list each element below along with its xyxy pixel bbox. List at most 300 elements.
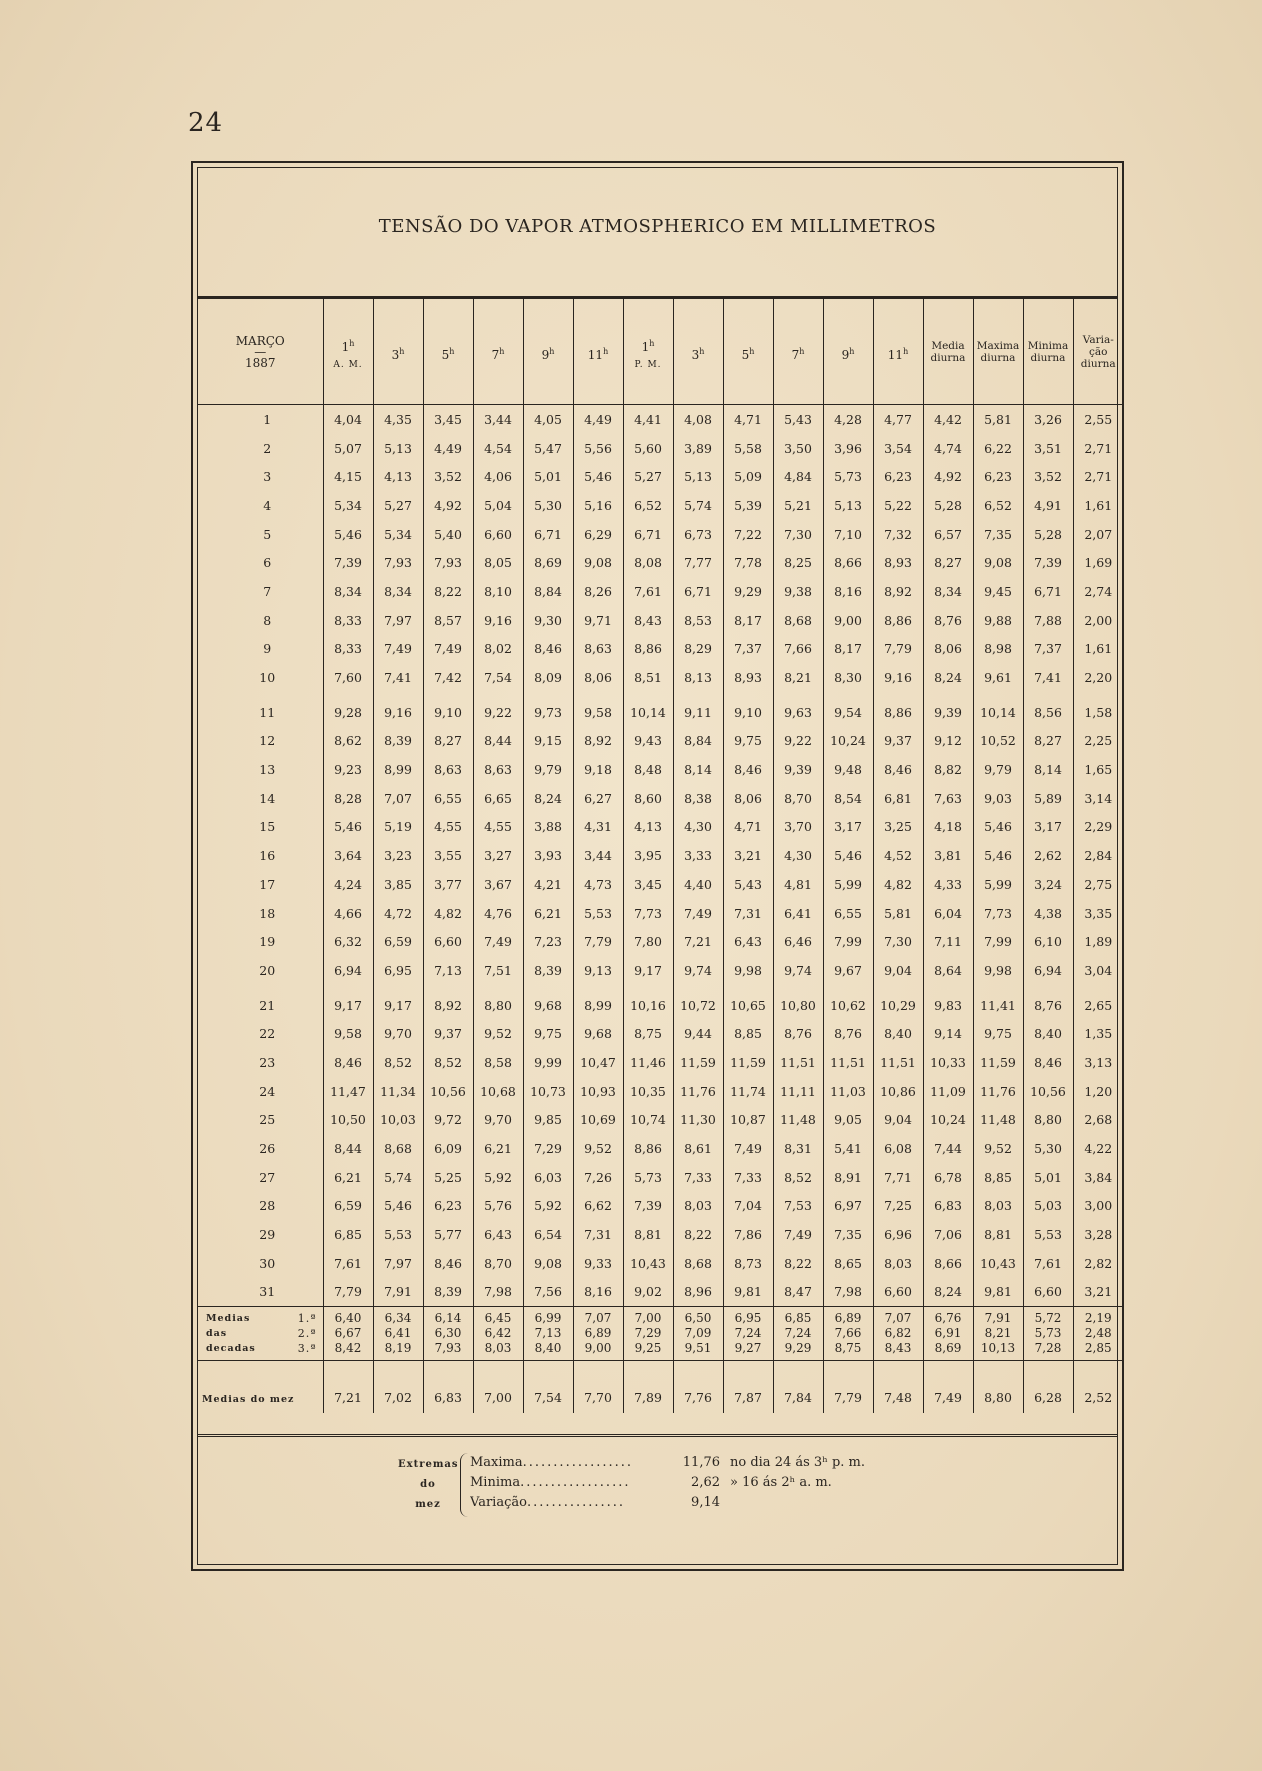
hour-label <box>324 339 373 354</box>
decade-ordinal: 1.ª <box>297 1312 317 1326</box>
value-cell: 2,68 <box>1084 1112 1113 1128</box>
table-row <box>198 870 1123 899</box>
value-cell: 9,63 <box>773 698 823 727</box>
hour-header <box>323 299 373 405</box>
table-row <box>198 991 1123 1020</box>
hour-label <box>574 347 623 362</box>
value-cell: 8,46 <box>873 755 923 784</box>
year: 1887 <box>244 355 276 370</box>
table-row <box>198 1106 1123 1135</box>
hour-suffix: h <box>449 347 455 356</box>
value-cell: 6,21 <box>323 1163 373 1192</box>
value-cell: 10,24 <box>823 727 873 756</box>
value-cell: 4,04 <box>323 405 373 434</box>
value-cell: 5,19 <box>373 813 423 842</box>
value-cell: 8,76 <box>1023 991 1073 1020</box>
value-cell: 3,85 <box>373 870 423 899</box>
month-mean-value: 7,89 <box>623 1361 673 1414</box>
decade-means-cell <box>323 1307 373 1361</box>
value-cell: 6,95 <box>373 956 423 985</box>
value-cell: 6,41 <box>773 899 823 928</box>
value-cell: 4,49 <box>423 434 473 463</box>
hour-label <box>524 347 573 362</box>
value-cell: 9,00 <box>823 606 873 635</box>
value-cell: 5,73 <box>823 462 873 491</box>
value-cell: 8,27 <box>923 548 973 577</box>
value-cell: 7,79 <box>873 635 923 664</box>
value-cell: 10,87 <box>723 1106 773 1135</box>
value-cell: 10,56 <box>423 1077 473 1106</box>
value-cell: 8,46 <box>723 755 773 784</box>
value-cell: 10,69 <box>573 1106 623 1135</box>
stat-header <box>923 299 973 405</box>
day-cell: 23 <box>198 1048 323 1077</box>
decade-mean-value: 2,19 <box>1084 1311 1112 1326</box>
value-cell: 10,62 <box>823 991 873 1020</box>
value-cell: 7,31 <box>573 1220 623 1249</box>
value-cell: 9,05 <box>823 1106 873 1135</box>
hour-suffix: h <box>499 347 505 356</box>
value-cell: 8,13 <box>673 663 723 692</box>
value-cell: 6,43 <box>723 927 773 956</box>
value-cell: 8,02 <box>473 635 523 664</box>
value-cell: 9,58 <box>573 698 623 727</box>
value-cell: 9,81 <box>723 1278 773 1307</box>
value-cell: 2,07 <box>1084 526 1113 542</box>
value-cell: 6,62 <box>573 1192 623 1221</box>
value-cell: 9,22 <box>473 698 523 727</box>
value-cell: 4,15 <box>323 462 373 491</box>
value-cell: 9,75 <box>523 1019 573 1048</box>
value-cell: 7,32 <box>873 520 923 549</box>
value-cell: 7,49 <box>773 1220 823 1249</box>
table-body <box>198 405 1123 1414</box>
hour-number: 7 <box>791 348 800 362</box>
table-row <box>198 899 1123 928</box>
value-cell: 8,63 <box>473 755 523 784</box>
decade-mean-value: 6,50 <box>684 1311 712 1326</box>
table-row <box>198 491 1123 520</box>
value-cell: 8,48 <box>623 755 673 784</box>
value-cell: 5,40 <box>423 520 473 549</box>
value-cell: 8,63 <box>423 755 473 784</box>
hour-header <box>873 299 923 405</box>
value-cell: 5,73 <box>623 1163 673 1192</box>
hour-suffix: h <box>699 347 705 356</box>
value-cell: 5,16 <box>573 491 623 520</box>
month-dash: — <box>254 344 267 359</box>
value-cell: 10,14 <box>623 698 673 727</box>
value-cell: 7,13 <box>423 956 473 985</box>
value-cell: 1,61 <box>1084 641 1113 657</box>
value-cell: 8,86 <box>873 698 923 727</box>
value-cell: 9,02 <box>623 1278 673 1307</box>
value-cell: 6,54 <box>523 1220 573 1249</box>
value-cell: 10,80 <box>773 991 823 1020</box>
value-cell: 8,92 <box>873 577 923 606</box>
hour-label <box>424 347 473 362</box>
value-cell: 8,80 <box>1023 1106 1073 1135</box>
value-cell: 8,62 <box>323 727 373 756</box>
value-cell: 4,30 <box>673 813 723 842</box>
value-cell: 8,92 <box>573 727 623 756</box>
value-cell: 6,09 <box>423 1134 473 1163</box>
value-cell: 6,23 <box>423 1192 473 1221</box>
value-cell: 5,46 <box>323 520 373 549</box>
value-cell: 8,06 <box>723 784 773 813</box>
day-cell: 18 <box>198 899 323 928</box>
value-cell: 11,51 <box>873 1048 923 1077</box>
month-means-label: Medias do mez <box>198 1361 323 1414</box>
value-cell: 9,75 <box>723 727 773 756</box>
decade-mean-value: 5,73 <box>1034 1326 1062 1341</box>
value-cell: 8,76 <box>923 606 973 635</box>
value-cell: 7,35 <box>973 520 1023 549</box>
leader-dots: ................ <box>526 1495 626 1510</box>
value-cell: 11,51 <box>773 1048 823 1077</box>
value-cell: 8,76 <box>773 1019 823 1048</box>
value-cell: 4,72 <box>373 899 423 928</box>
value-cell: 8,66 <box>923 1249 973 1278</box>
data-table <box>198 299 1123 1413</box>
extremes-label-line: mez <box>415 1499 441 1510</box>
value-cell: 9,52 <box>973 1134 1023 1163</box>
month-mean-value: 7,02 <box>373 1361 423 1414</box>
decade-mean-value: 9,29 <box>784 1341 812 1356</box>
value-cell: 9,08 <box>573 548 623 577</box>
value-cell: 3,45 <box>623 870 673 899</box>
value-cell: 8,40 <box>873 1019 923 1048</box>
value-cell: 6,23 <box>873 462 923 491</box>
value-cell: 8,64 <box>923 956 973 985</box>
decade-mean-value: 6,76 <box>934 1311 962 1326</box>
value-cell: 6,10 <box>1023 927 1073 956</box>
value-cell: 7,30 <box>873 927 923 956</box>
value-cell: 4,21 <box>523 870 573 899</box>
extreme-value: 11,76 <box>682 1455 720 1470</box>
value-cell: 4,33 <box>923 870 973 899</box>
value-cell: 8,69 <box>523 548 573 577</box>
value-cell: 6,22 <box>973 434 1023 463</box>
day-cell: 19 <box>198 927 323 956</box>
value-cell: 8,31 <box>773 1134 823 1163</box>
value-cell: 7,49 <box>423 635 473 664</box>
decade-means-label <box>198 1307 323 1361</box>
value-cell: 7,53 <box>773 1192 823 1221</box>
hour-number: 1 <box>641 340 650 354</box>
value-cell: 10,47 <box>573 1048 623 1077</box>
hour-number: 9 <box>841 348 850 362</box>
value-cell: 3,70 <box>773 813 823 842</box>
value-cell: 9,29 <box>723 577 773 606</box>
value-cell: 8,10 <box>473 577 523 606</box>
decade-mean-value: 9,27 <box>734 1341 762 1356</box>
value-cell: 1,35 <box>1084 1026 1113 1042</box>
value-cell: 3,17 <box>1023 813 1073 842</box>
decade-mean-value: 9,51 <box>684 1341 712 1356</box>
value-cell: 5,43 <box>773 405 823 434</box>
value-cell: 7,22 <box>723 520 773 549</box>
value-cell: 9,52 <box>573 1134 623 1163</box>
decade-mean-value: 7,24 <box>784 1326 812 1341</box>
value-cell: 11,41 <box>973 991 1023 1020</box>
value-cell: 4,71 <box>723 813 773 842</box>
month-mean-value: 7,54 <box>523 1361 573 1414</box>
decade-mean-value: 6,42 <box>484 1326 512 1341</box>
hour-header <box>423 299 473 405</box>
value-cell: 11,47 <box>323 1077 373 1106</box>
value-cell: 1,61 <box>1084 497 1113 513</box>
decade-means-cell <box>473 1307 523 1361</box>
value-cell: 3,13 <box>1084 1054 1113 1070</box>
value-cell: 1,65 <box>1084 762 1113 778</box>
hour-number: 9 <box>541 348 550 362</box>
day-cell: 24 <box>198 1077 323 1106</box>
value-cell: 4,05 <box>523 405 573 434</box>
value-cell: 6,83 <box>923 1192 973 1221</box>
hour-header <box>573 299 623 405</box>
value-cell: 7,33 <box>673 1163 723 1192</box>
value-cell: 5,01 <box>1023 1163 1073 1192</box>
decade-mean-value: 2,48 <box>1084 1326 1112 1341</box>
value-cell: 2,75 <box>1084 876 1113 892</box>
hour-number: 5 <box>441 348 450 362</box>
day-cell: 22 <box>198 1019 323 1048</box>
value-cell: 2,71 <box>1084 440 1113 456</box>
value-cell: 7,61 <box>1023 1249 1073 1278</box>
table-row <box>198 1163 1123 1192</box>
value-cell: 8,70 <box>473 1249 523 1278</box>
value-cell: 9,74 <box>773 956 823 985</box>
value-cell: 7,99 <box>823 927 873 956</box>
value-cell: 6,81 <box>873 784 923 813</box>
decade-means-cell <box>1073 1307 1123 1361</box>
value-cell: 8,38 <box>673 784 723 813</box>
value-cell: 8,84 <box>523 577 573 606</box>
hour-suffix: h <box>903 347 909 356</box>
month-mean-value: 7,00 <box>473 1361 523 1414</box>
value-cell: 6,59 <box>323 1192 373 1221</box>
value-cell: 7,37 <box>1023 635 1073 664</box>
value-cell: 6,78 <box>923 1163 973 1192</box>
value-cell: 3,45 <box>423 405 473 434</box>
value-cell: 8,34 <box>923 577 973 606</box>
value-cell: 4,30 <box>773 841 823 870</box>
value-cell: 9,45 <box>973 577 1023 606</box>
value-cell: 6,94 <box>323 956 373 985</box>
value-cell: 8,76 <box>823 1019 873 1048</box>
value-cell: 4,81 <box>773 870 823 899</box>
value-cell: 4,92 <box>423 491 473 520</box>
day-cell: 13 <box>198 755 323 784</box>
value-cell: 8,03 <box>873 1249 923 1278</box>
value-cell: 7,63 <box>923 784 973 813</box>
value-cell: 7,78 <box>723 548 773 577</box>
value-cell: 4,38 <box>1023 899 1073 928</box>
value-cell: 8,56 <box>1023 698 1073 727</box>
value-cell: 10,74 <box>623 1106 673 1135</box>
value-cell: 5,99 <box>823 870 873 899</box>
month-mean-value: 6,83 <box>423 1361 473 1414</box>
value-cell: 5,46 <box>323 813 373 842</box>
decade-means-cell <box>823 1307 873 1361</box>
value-cell: 9,22 <box>773 727 823 756</box>
hour-header <box>623 299 673 405</box>
table-frame-inner <box>197 167 1118 1565</box>
hour-label <box>674 347 723 362</box>
value-cell: 4,22 <box>1084 1141 1113 1157</box>
value-cell: 5,47 <box>523 434 573 463</box>
value-cell: 8,34 <box>373 577 423 606</box>
value-cell: 5,22 <box>873 491 923 520</box>
extreme-var-row <box>470 1493 865 1513</box>
value-cell: 4,92 <box>923 462 973 491</box>
value-cell: 3,25 <box>873 813 923 842</box>
value-cell: 1,89 <box>1084 934 1113 950</box>
month-mean-value: 7,21 <box>323 1361 373 1414</box>
stat-label: Minima diurna <box>1027 339 1069 364</box>
value-cell: 4,71 <box>723 405 773 434</box>
value-cell: 8,68 <box>673 1249 723 1278</box>
value-cell: 5,39 <box>723 491 773 520</box>
value-cell: 9,73 <box>523 698 573 727</box>
value-cell: 3,64 <box>323 841 373 870</box>
value-cell: 8,57 <box>423 606 473 635</box>
value-cell: 9,18 <box>573 755 623 784</box>
value-cell: 8,44 <box>473 727 523 756</box>
stat-header <box>973 299 1023 405</box>
decade-mean-value: 6,99 <box>534 1311 562 1326</box>
value-cell: 6,27 <box>573 784 623 813</box>
value-cell: 4,13 <box>623 813 673 842</box>
extreme-value: 2,62 <box>691 1475 720 1490</box>
decade-mean-value: 5,72 <box>1034 1311 1062 1326</box>
value-cell: 9,33 <box>573 1249 623 1278</box>
value-cell: 4,73 <box>573 870 623 899</box>
value-cell: 3,27 <box>473 841 523 870</box>
decade-mean-value: 7,07 <box>884 1311 912 1326</box>
value-cell: 7,44 <box>923 1134 973 1163</box>
value-cell: 7,49 <box>373 635 423 664</box>
hour-label <box>474 347 523 362</box>
hour-suffix: h <box>549 347 555 356</box>
value-cell: 5,58 <box>723 434 773 463</box>
table-title: TENSÃO DO VAPOR ATMOSPHERICO EM MILLIMETROS <box>378 216 937 237</box>
day-cell: 25 <box>198 1106 323 1135</box>
value-cell: 9,08 <box>523 1249 573 1278</box>
day-cell: 30 <box>198 1249 323 1278</box>
ampm-label: A. M. <box>333 360 363 370</box>
value-cell: 5,81 <box>973 405 1023 434</box>
extremes-label-line: do <box>420 1479 436 1490</box>
value-cell: 5,60 <box>623 434 673 463</box>
value-cell: 7,54 <box>473 663 523 692</box>
decade-mean-value: 6,82 <box>884 1326 912 1341</box>
value-cell: 2,25 <box>1084 733 1113 749</box>
value-cell: 9,54 <box>823 698 873 727</box>
value-cell: 2,65 <box>1084 997 1113 1013</box>
value-cell: 8,81 <box>623 1220 673 1249</box>
value-cell: 7,77 <box>673 548 723 577</box>
hour-header <box>723 299 773 405</box>
value-cell: 8,65 <box>823 1249 873 1278</box>
value-cell: 7,11 <box>923 927 973 956</box>
decade-mean-value: 6,67 <box>334 1326 362 1341</box>
month-mean-value: 7,49 <box>923 1361 973 1414</box>
decade-means-cell <box>423 1307 473 1361</box>
value-cell: 5,76 <box>473 1192 523 1221</box>
decade-mean-value: 6,89 <box>834 1311 862 1326</box>
value-cell: 9,88 <box>973 606 1023 635</box>
value-cell: 8,24 <box>923 663 973 692</box>
decade-label-line <box>206 1341 323 1356</box>
table-row <box>198 727 1123 756</box>
value-cell: 8,40 <box>1023 1019 1073 1048</box>
decade-means-cell <box>923 1307 973 1361</box>
hour-label <box>624 339 673 354</box>
value-cell: 10,43 <box>973 1249 1023 1278</box>
value-cell: 9,81 <box>973 1278 1023 1307</box>
value-cell: 8,81 <box>973 1220 1023 1249</box>
decade-ordinal: 2.ª <box>297 1327 317 1341</box>
table-row <box>198 1134 1123 1163</box>
value-cell: 8,26 <box>573 577 623 606</box>
value-cell: 10,93 <box>573 1077 623 1106</box>
extremes-rows <box>470 1453 865 1513</box>
value-cell: 4,77 <box>873 405 923 434</box>
table-row <box>198 462 1123 491</box>
table-row <box>198 1249 1123 1278</box>
decade-mean-value: 7,24 <box>734 1326 762 1341</box>
leader-dots: .................. <box>520 1475 631 1490</box>
value-cell: 5,77 <box>423 1220 473 1249</box>
value-cell: 7,42 <box>423 663 473 692</box>
value-cell: 7,39 <box>1023 548 1073 577</box>
table-row <box>198 434 1123 463</box>
value-cell: 7,23 <box>523 927 573 956</box>
day-cell: 1 <box>198 405 323 434</box>
decade-mean-value: 7,13 <box>534 1326 562 1341</box>
day-cell: 29 <box>198 1220 323 1249</box>
decade-means-cell <box>1023 1307 1073 1361</box>
value-cell: 6,23 <box>973 462 1023 491</box>
value-cell: 4,13 <box>373 462 423 491</box>
stat-label: Varia-ção diurna <box>1080 333 1116 370</box>
day-cell: 4 <box>198 491 323 520</box>
hour-suffix: h <box>749 347 755 356</box>
value-cell: 8,61 <box>673 1134 723 1163</box>
value-cell: 5,46 <box>823 841 873 870</box>
value-cell: 7,61 <box>323 1249 373 1278</box>
value-cell: 8,84 <box>673 727 723 756</box>
value-cell: 5,92 <box>473 1163 523 1192</box>
decade-mean-value: 7,09 <box>684 1326 712 1341</box>
value-cell: 9,79 <box>973 755 1023 784</box>
decade-label-line <box>206 1326 323 1341</box>
month-mean-value: 7,87 <box>723 1361 773 1414</box>
hour-suffix: h <box>603 347 609 356</box>
value-cell: 5,46 <box>373 1192 423 1221</box>
table-row <box>198 1048 1123 1077</box>
value-cell: 8,43 <box>623 606 673 635</box>
decade-mean-value: 7,91 <box>984 1311 1012 1326</box>
value-cell: 7,98 <box>473 1278 523 1307</box>
leader-dots: .................. <box>522 1455 634 1470</box>
day-cell: 17 <box>198 870 323 899</box>
value-cell: 5,92 <box>523 1192 573 1221</box>
value-cell: 11,76 <box>673 1077 723 1106</box>
value-cell: 7,04 <box>723 1192 773 1221</box>
